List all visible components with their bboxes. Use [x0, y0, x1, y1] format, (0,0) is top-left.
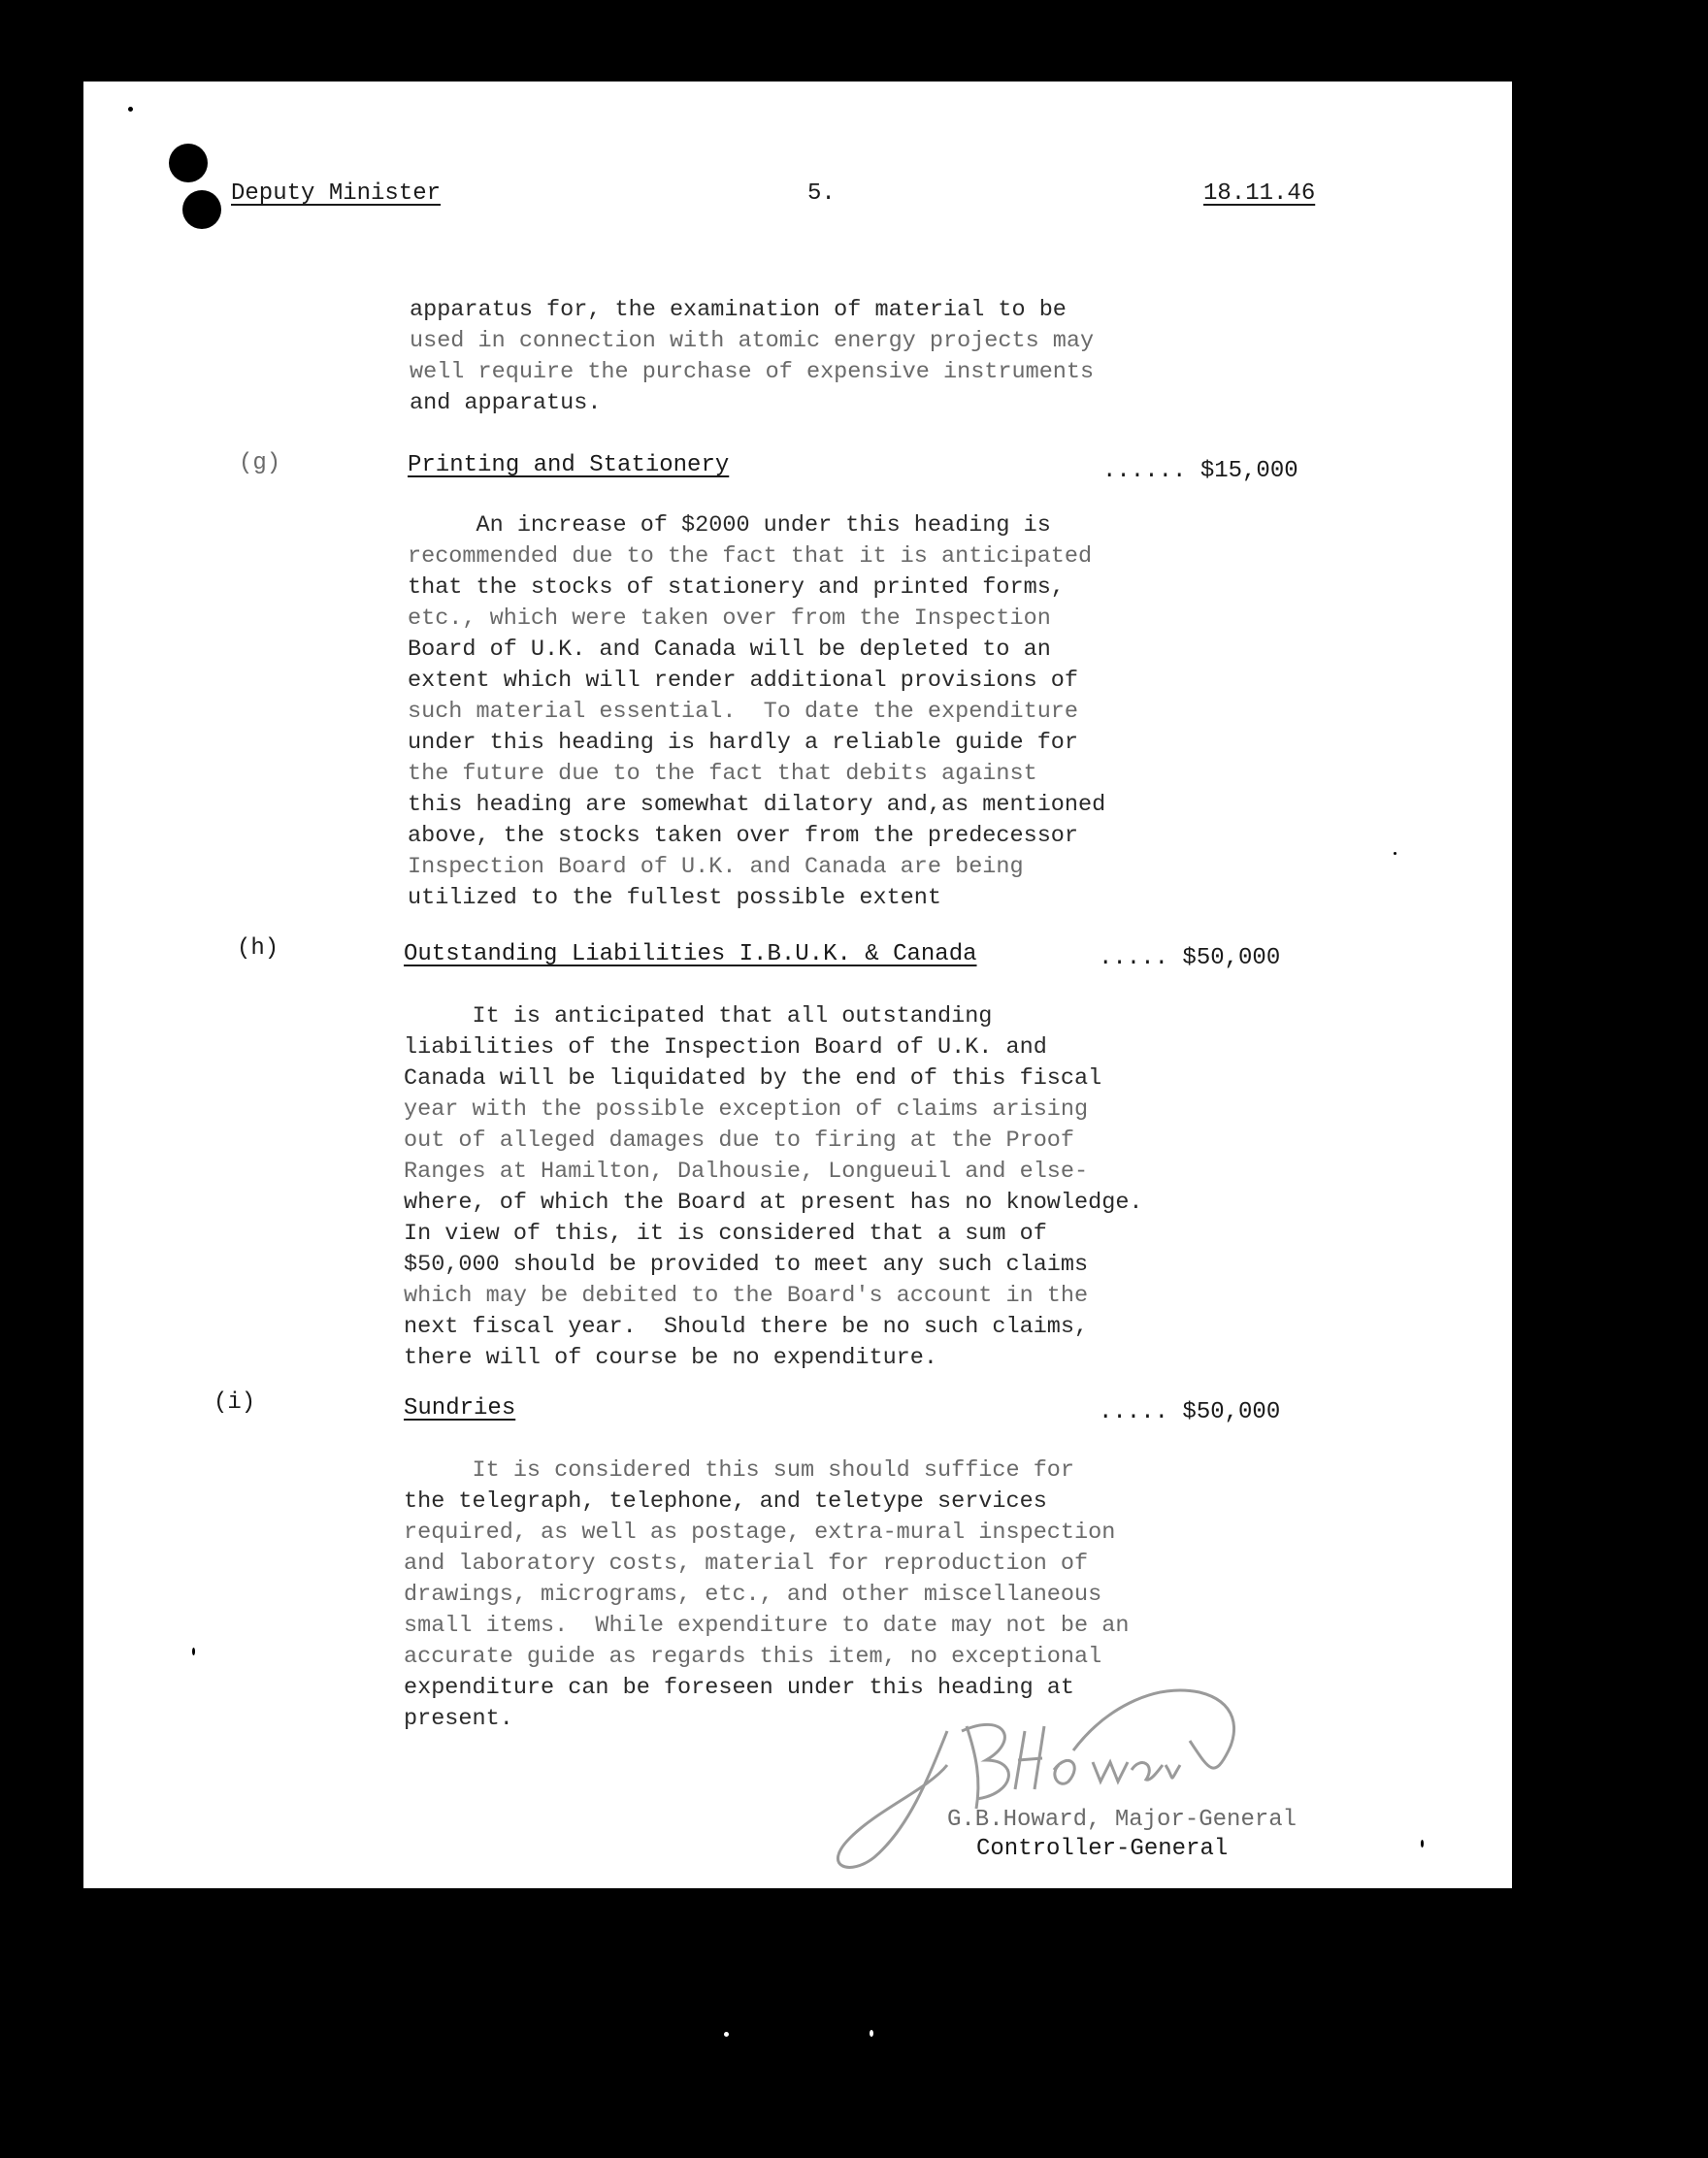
- section-letter-h: (h): [237, 935, 279, 962]
- body-line: utilized to the fullest possible extent: [408, 885, 941, 911]
- speck: [1394, 852, 1396, 855]
- body-line: where, of which the Board at present has no knowledge.: [404, 1190, 1143, 1216]
- intro-line: and apparatus.: [410, 390, 602, 416]
- body-line: next fiscal year. Should there be no such claims,: [404, 1314, 1089, 1340]
- body-line: above, the stocks taken over from the predecessor: [408, 823, 1079, 849]
- body-line: required, as well as postage, extra-mural inspection: [404, 1520, 1116, 1546]
- body-line: this heading are somewhat dilatory and,as mentioned: [408, 792, 1106, 818]
- body-line: Board of U.K. and Canada will be depleted to an: [408, 637, 1051, 663]
- intro-line: used in connection with atomic energy projects may: [410, 328, 1095, 354]
- header-addressee: Deputy Minister: [231, 180, 442, 207]
- section-letter-g: (g): [239, 450, 281, 476]
- body-line: such material essential. To date the expenditure: [408, 699, 1079, 725]
- body-line: Canada will be liquidated by the end of this fiscal: [404, 1065, 1102, 1092]
- section-title-h: Outstanding Liabilities I.B.U.K. & Canada: [404, 941, 977, 967]
- body-line: which may be debited to the Board's account in the: [404, 1283, 1089, 1309]
- body-line: that the stocks of stationery and printed forms,: [408, 574, 1065, 601]
- speck: [1421, 1840, 1424, 1847]
- body-line: expenditure can be foreseen under this heading at: [404, 1675, 1075, 1701]
- body-line: It is anticipated that all outstanding: [404, 1003, 993, 1030]
- body-line: accurate guide as regards this item, no exceptional: [404, 1644, 1102, 1670]
- speck: [128, 107, 133, 112]
- document-page: [83, 82, 1512, 1888]
- section-title-i: Sundries: [404, 1395, 516, 1422]
- body-line: present.: [404, 1706, 513, 1732]
- punch-hole-bottom: [182, 190, 221, 229]
- body-line: Ranges at Hamilton, Dalhousie, Longueuil and else-: [404, 1159, 1089, 1185]
- body-line: and laboratory costs, material for reproduction of: [404, 1551, 1089, 1577]
- body-line: It is considered this sum should suffice for: [404, 1457, 1075, 1484]
- body-line: etc., which were taken over from the Inspection: [408, 605, 1051, 632]
- speck: [724, 2032, 729, 2037]
- header-date: 18.11.46: [1203, 180, 1316, 207]
- body-line: drawings, micrograms, etc., and other miscellaneous: [404, 1582, 1102, 1608]
- speck: [870, 2030, 873, 2037]
- body-line: In view of this, it is considered that a sum of: [404, 1221, 1047, 1247]
- section-amount-h: ..... $50,000: [1099, 945, 1281, 971]
- section-amount-g: ...... $15,000: [1102, 458, 1298, 484]
- page-number: 5.: [807, 180, 836, 207]
- body-line: out of alleged damages due to firing at the Proof: [404, 1128, 1075, 1154]
- signatory-name: G.B.Howard, Major-General: [947, 1807, 1297, 1833]
- body-line: under this heading is hardly a reliable guide for: [408, 730, 1079, 756]
- intro-line: well require the purchase of expensive instruments: [410, 359, 1095, 385]
- body-line: Inspection Board of U.K. and Canada are being: [408, 854, 1024, 880]
- body-line: there will of course be no expenditure.: [404, 1345, 937, 1371]
- body-line: extent which will render additional provisions of: [408, 668, 1079, 694]
- body-line: recommended due to the fact that it is anticipated: [408, 543, 1093, 570]
- body-line: the future due to the fact that debits against: [408, 761, 1037, 787]
- body-line: $50,000 should be provided to meet any such claims: [404, 1252, 1089, 1278]
- speck: [192, 1648, 195, 1655]
- body-line: liabilities of the Inspection Board of U.K. and: [404, 1034, 1047, 1061]
- body-line: year with the possible exception of claims arising: [404, 1096, 1089, 1123]
- intro-line: apparatus for, the examination of material to be: [410, 297, 1067, 323]
- section-amount-i: ..... $50,000: [1099, 1399, 1281, 1425]
- section-letter-i: (i): [214, 1390, 256, 1416]
- punch-hole-top: [169, 144, 208, 182]
- signatory-title: Controller-General: [976, 1836, 1229, 1862]
- body-line: small items. While expenditure to date may not be an: [404, 1613, 1130, 1639]
- section-title-g: Printing and Stationery: [408, 452, 730, 478]
- body-line: the telegraph, telephone, and teletype services: [404, 1488, 1047, 1515]
- body-line: An increase of $2000 under this heading is: [408, 512, 1051, 539]
